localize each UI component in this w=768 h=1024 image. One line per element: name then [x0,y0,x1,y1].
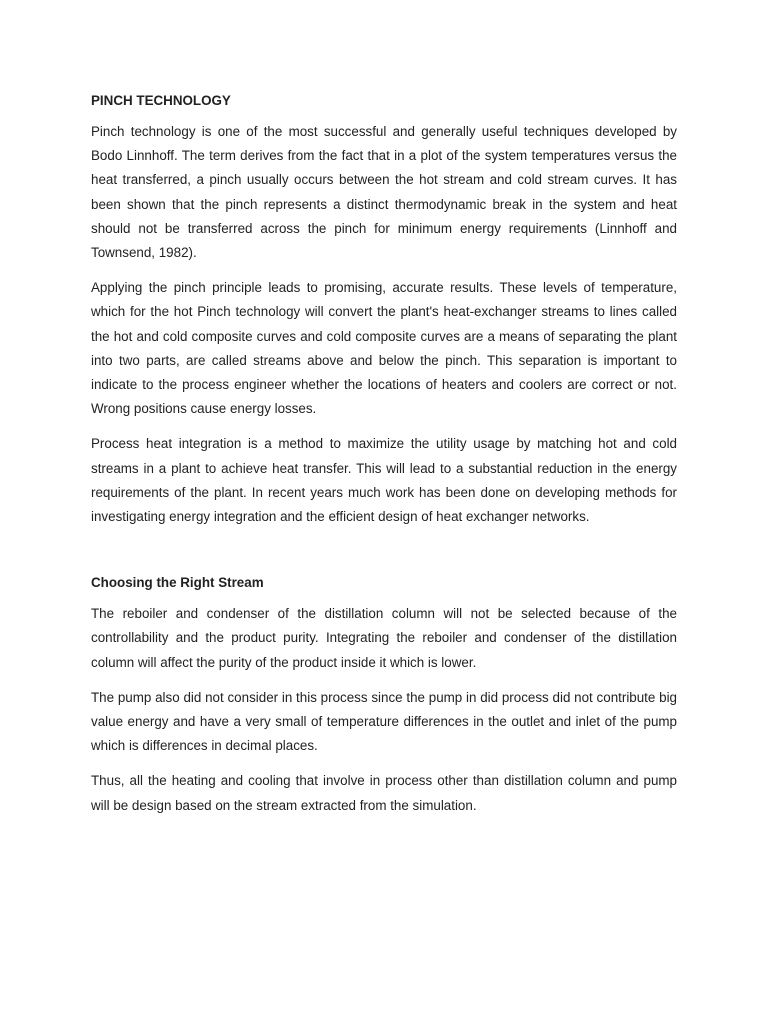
paragraph: Thus, all the heating and cooling that involve in process other than distillation column and pump will be design based on the stream extracted from the simulation. [91,773,677,813]
paragraph: The reboiler and condenser of the distillation column will not be selected because of the controllability and the product purity. Integrating the reboiler and condenser of the distillation column will affect the purity of the product inside it which is lower. [91,606,677,670]
paragraph: Process heat integration is a method to maximize the utility usage by matching hot and cold streams in a plant to achieve heat transfer. This will lead to a substantial reduction in the energy requirements of the plant. In recent years much work has been done on developing methods for investigating energy integration and the efficient design of heat exchanger networks. [91,436,677,525]
paragraph: The pump also did not consider in this process since the pump in did process did not contribute big value energy and have a very small of temperature differences in the outlet and inlet of the pump which is differences in decimal places. [91,689,677,754]
section-spacer [91,540,677,575]
paragraph: Pinch technology is one of the most successful and generally useful techniques developed by Bodo Linnhoff. The term derives from the fact that in a plot of the system temperatures versus the heat transferred, a pinch usually occurs between the hot stream and cold stream curves. It has been shown that the pinch represents a distinct thermodynamic break in the system and heat should not be transferred across the pinch for minimum energy requirements (Linnhoff and Townsend, 1982). [91,124,677,261]
section-heading-choosing-stream: Choosing the Right Stream [91,575,264,591]
document-page [91,93,677,829]
section-heading-pinch-technology: PINCH TECHNOLOGY [91,93,231,108]
paragraph: Applying the pinch principle leads to promising, accurate results. These levels of temperature, which for the hot Pinch technology will convert the plant's heat-exchanger streams to lines called the hot and cold composite curves and cold composite curves are a means of separating the plant into two parts, are called streams above and below the pinch. This separation is important to indicate to the process engineer whether the locations of heaters and coolers are correct or not. Wrong positions cause energy losses. [91,280,677,417]
